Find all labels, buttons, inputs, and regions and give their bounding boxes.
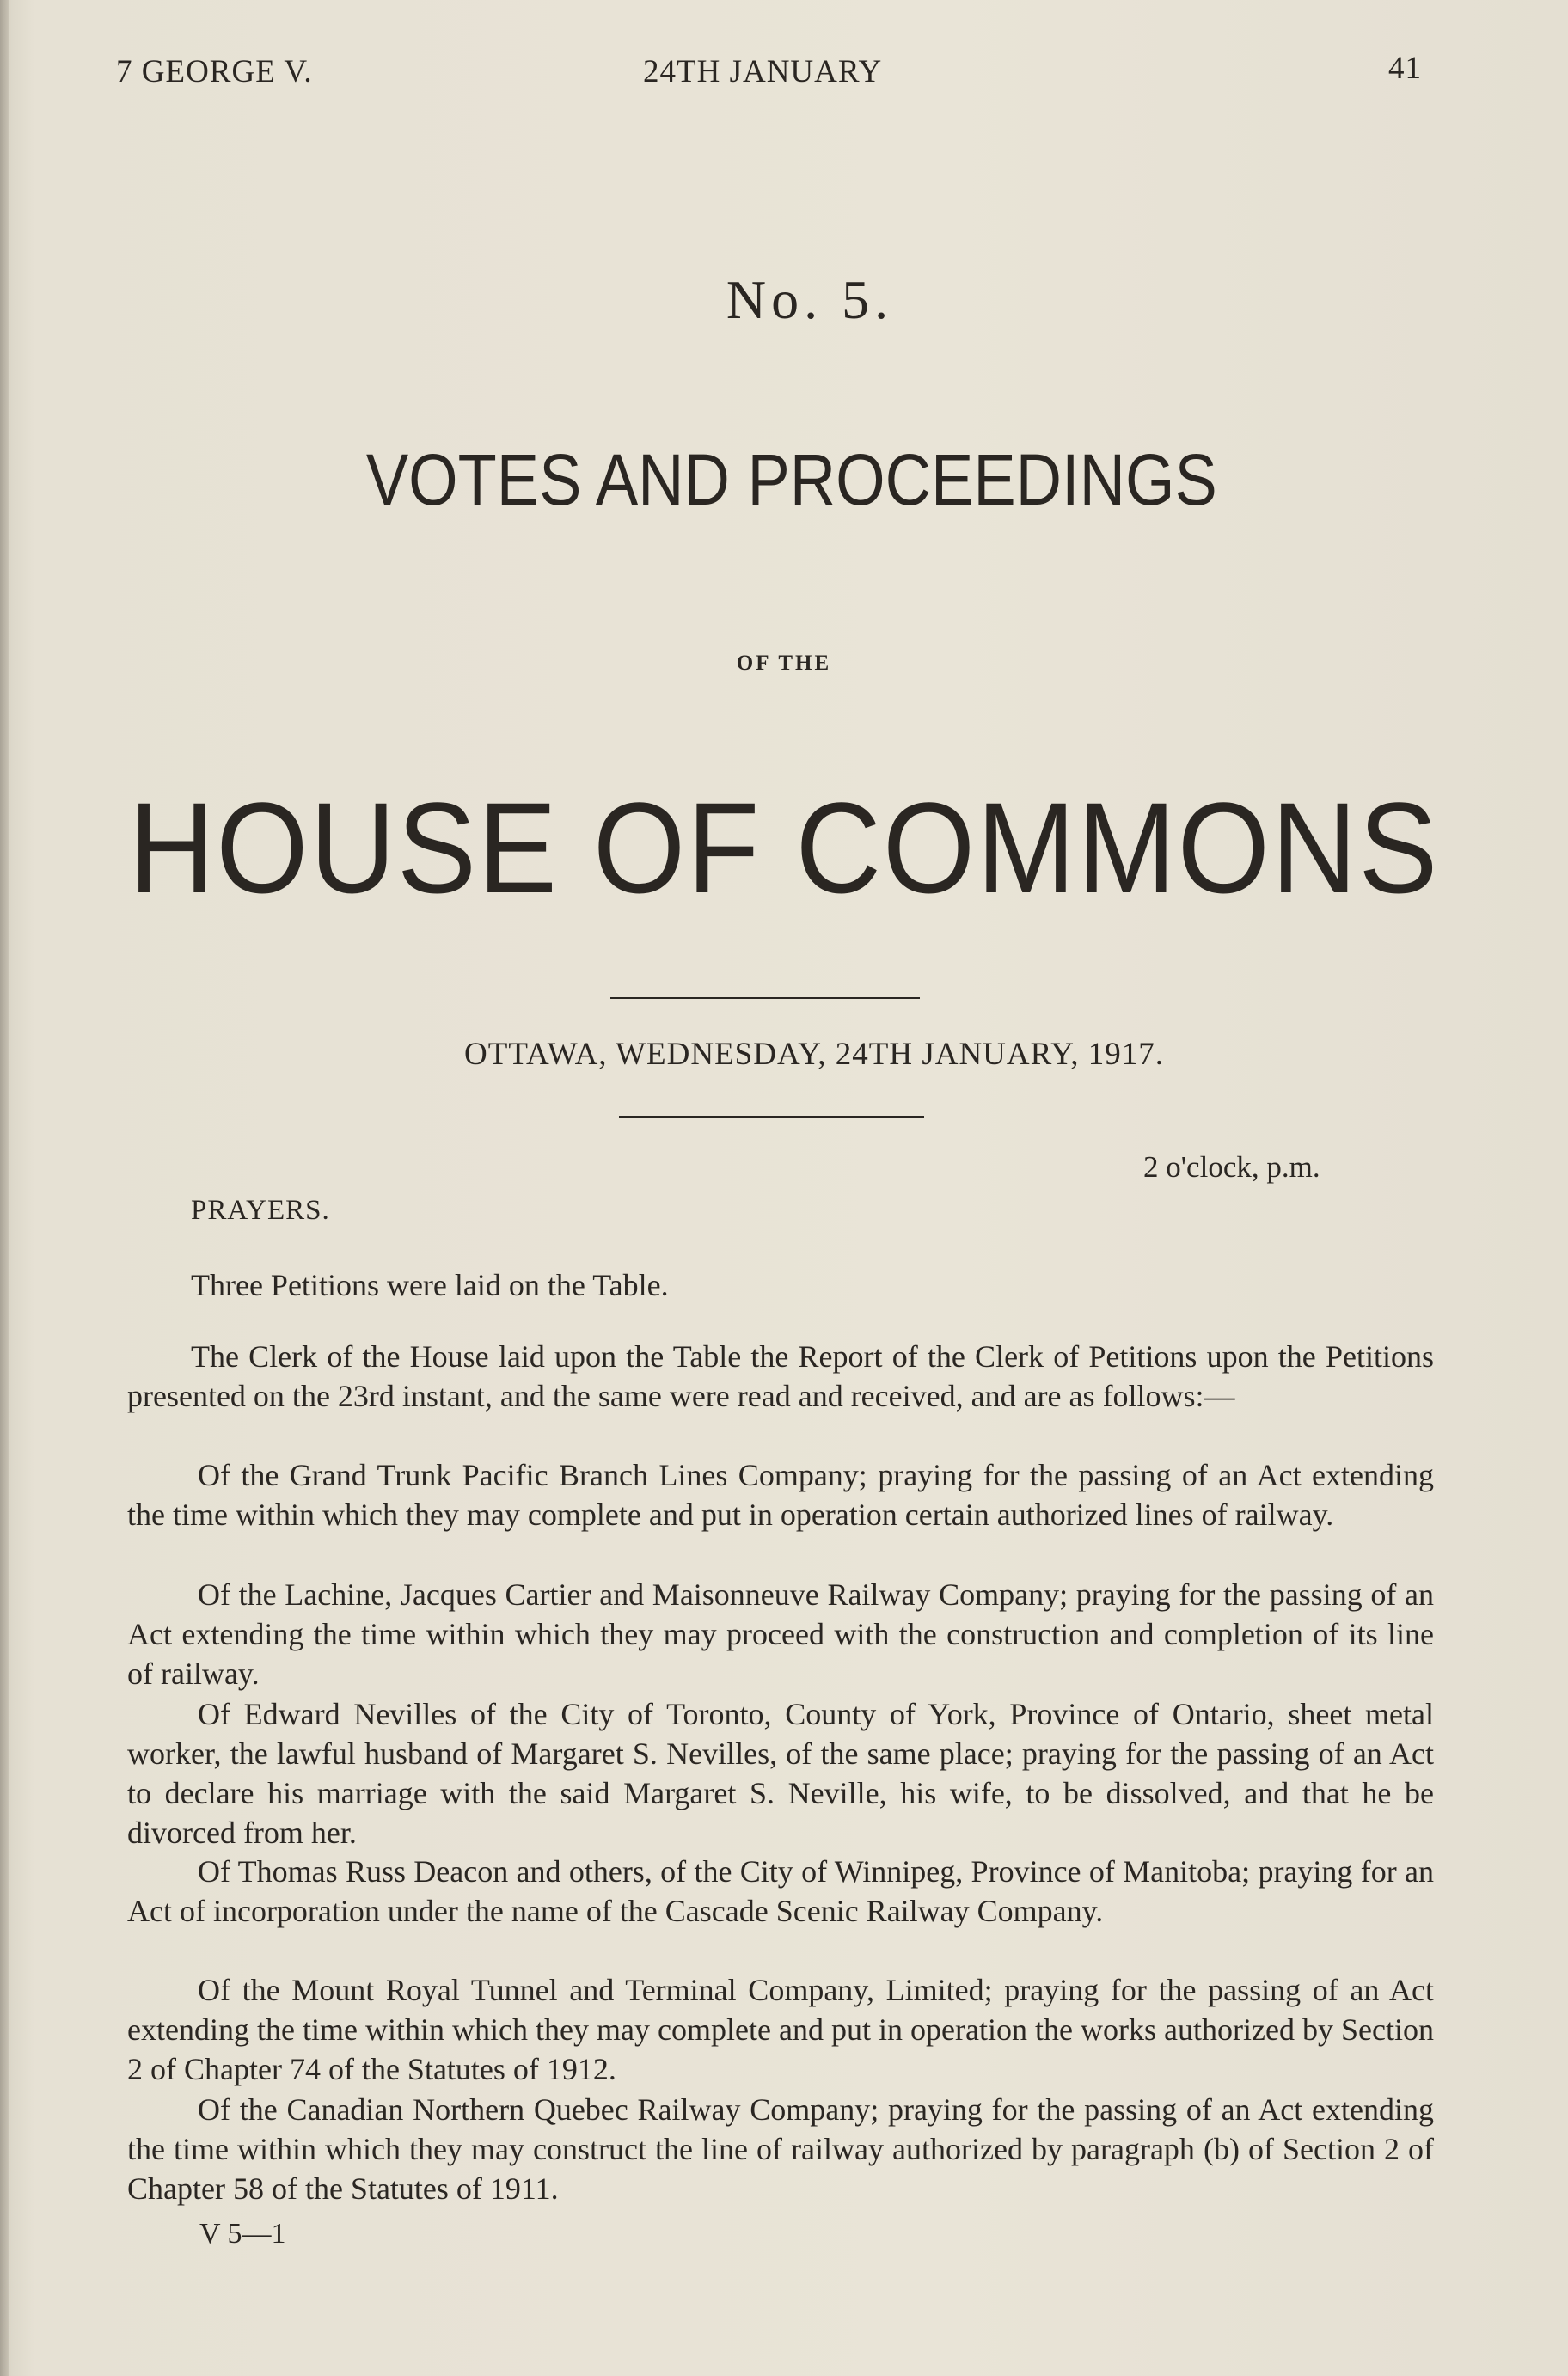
signature-mark: V 5—1	[199, 2218, 286, 2250]
divider-rule	[619, 1116, 924, 1118]
divider-rule	[610, 997, 920, 999]
page-binding-edge	[0, 0, 9, 2376]
petition-item: Of the Mount Royal Tunnel and Terminal Company, Limited; praying for the passing of an Act extending the time within which they may complete and put in operation the works authorized by Section 2 of Chapter 74 of the Statutes of 1912.	[127, 1973, 1434, 2086]
petition-item: Of the Lachine, Jacques Cartier and Maisonneuve Railway Company; praying for the passing of an Act extending the time within which they may proceed with the construction and completion of its line of railway.	[127, 1577, 1434, 1691]
running-header-left: 7 GEORGE V.	[116, 54, 313, 89]
petition-item: Of Thomas Russ Deacon and others, of the City of Winnipeg, Province of Manitoba; praying for an Act of incorporation under the name of the Cascade Scenic Railway Company.	[127, 1854, 1434, 1928]
dateline: OTTAWA, WEDNESDAY, 24TH JANUARY, 1917.	[464, 1037, 1164, 1072]
page-number: 41	[1388, 51, 1422, 86]
petition-item: Of the Canadian Northern Quebec Railway Company; praying for the passing of an Act extending the time within which they may construct the line of railway authorized by paragraph (b) of Section 2 of Chapter 58 of the Statutes of 1911.	[127, 2092, 1434, 2206]
petitions-paragraph: Three Petitions were laid on the Table.	[191, 1268, 669, 1302]
issue-number: No. 5.	[726, 269, 894, 330]
petition-item: Of the Grand Trunk Pacific Branch Lines Company; praying for the passing of an Act extending the time within which they may complete and put in operation certain authorized lines of railway.	[127, 1458, 1434, 1532]
sitting-time: 2 o'clock, p.m.	[1143, 1150, 1320, 1184]
prayers-heading: PRAYERS.	[191, 1195, 330, 1226]
report-paragraph: The Clerk of the House laid upon the Table the Report of the Clerk of Petitions upon the Petitions presented on the 23rd instant, and the same were read and received, and are as follows:—	[127, 1339, 1434, 1413]
title-house-of-commons: HOUSE OF COMMONS	[128, 775, 1440, 920]
petition-item: Of Edward Nevilles of the City of Toronto, County of York, Province of Ontario, sheet metal worker, the lawful husband of Margaret S. Nevilles, of the same place; praying for the passing of an Act to declare his marriage with the said Margaret S. Neville, his wife, to be dissolved, and that he be divorced from her.	[127, 1697, 1434, 1850]
running-header-date: 24TH JANUARY	[643, 54, 883, 89]
title-of-the: OF THE	[736, 652, 832, 675]
title-votes-and-proceedings: VOTES AND PROCEEDINGS	[365, 439, 1217, 520]
